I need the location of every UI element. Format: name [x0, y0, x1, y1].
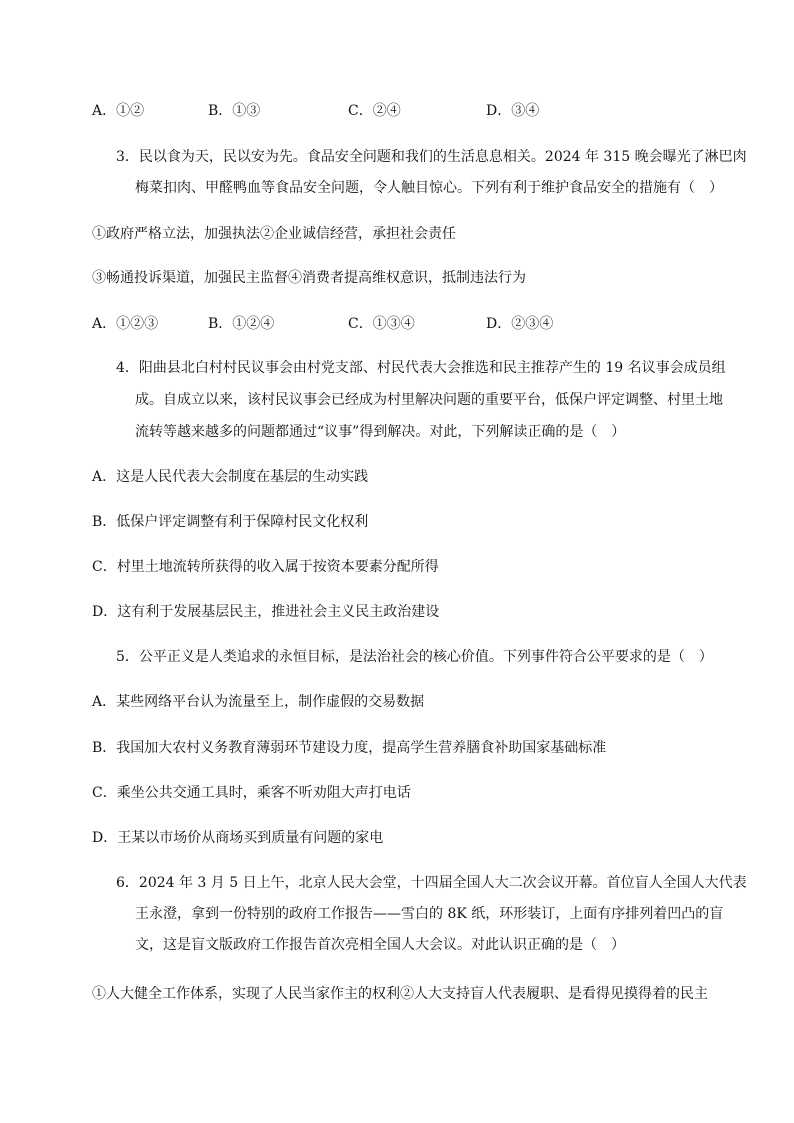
q3-option-d: D．②③④ — [486, 316, 554, 332]
q4-stem-line-1: 4．阳曲县北白村村民议事会由村党支部、村民代表大会推选和民主推荐产生的 19 名议事会成员组 — [116, 360, 726, 376]
q6-stem-line-2: 王永澄，拿到一份特别的政府工作报告——雪白的 8K 纸，环形装订，上面有序排列着凹凸的盲 — [135, 906, 724, 922]
q3-item-line-1: ①政府严格立法，加强执法②企业诚信经营，承担社会责任 — [92, 226, 456, 242]
q3-stem-line-2: 梅菜扣肉、甲醛鸭血等食品安全问题，令人触目惊心。下列有利于维护食品安全的措施有（ ） — [135, 180, 723, 196]
q6-stem-line-1: 6．2024 年 3 月 5 日上午，北京人民大会堂，十四届全国人大二次会议开幕。首位盲人全国人大代表 — [116, 875, 747, 891]
q5-option-c: C．乘坐公共交通工具时，乘客不听劝阻大声打电话 — [92, 785, 411, 801]
q5-option-d: D．王某以市场价从商场买到质量有问题的家电 — [92, 830, 384, 846]
q2-option-b: B．①③ — [208, 103, 261, 119]
q2-option-a: A．①② — [92, 103, 145, 119]
q3-option-b: B．①②④ — [208, 316, 275, 332]
q3-option-c: C．①③④ — [348, 316, 415, 332]
q4-option-c: C．村里土地流转所获得的收入属于按资本要素分配所得 — [92, 559, 439, 575]
q3-option-a: A．①②③ — [92, 316, 159, 332]
q4-option-a: A．这是人民代表大会制度在基层的生动实践 — [92, 469, 369, 485]
q3-item-line-2: ③畅通投诉渠道，加强民主监督④消费者提高维权意识，抵制违法行为 — [92, 270, 526, 286]
q5-option-a: A．某些网络平台认为流量至上，制作虚假的交易数据 — [92, 694, 425, 710]
q2-option-d: D．③④ — [486, 103, 540, 119]
q5-option-b: B．我国加大农村义务教育薄弱环节建设力度，提高学生营养膳食补助国家基础标准 — [92, 740, 607, 756]
q5-stem-line-1: 5．公平正义是人类追求的永恒目标，是法治社会的核心价值。下列事件符合公平要求的是（ ） — [116, 649, 713, 665]
q3-options-row — [0, 314, 794, 334]
q6-stem-line-3: 文，这是盲文版政府工作报告首次亮相全国人大会议。对此认识正确的是（ ） — [135, 937, 625, 953]
q4-option-b: B．低保户评定调整有利于保障村民文化权利 — [92, 514, 369, 530]
q4-option-d: D．这有利于发展基层民主，推进社会主义民主政治建设 — [92, 604, 440, 620]
q4-stem-line-3: 流转等越来越多的问题都通过“议事”得到解决。对此，下列解读正确的是（ ） — [135, 424, 626, 440]
q3-stem-line-1: 3．民以食为天，民以安为先。食品安全问题和我们的生活息息相关。2024 年 315 晚会曝光了淋巴肉 — [116, 149, 747, 165]
q6-item-line-1: ①人大健全工作体系，实现了人民当家作主的权利②人大支持盲人代表履职、是看得见摸得着的民主 — [92, 986, 708, 1002]
q2-option-c: C．②④ — [348, 103, 401, 119]
q2-options-row — [0, 101, 794, 121]
q4-stem-line-2: 成。自成立以来，该村民议事会已经成为村里解决问题的重要平台，低保户评定调整、村里土地 — [135, 392, 723, 408]
